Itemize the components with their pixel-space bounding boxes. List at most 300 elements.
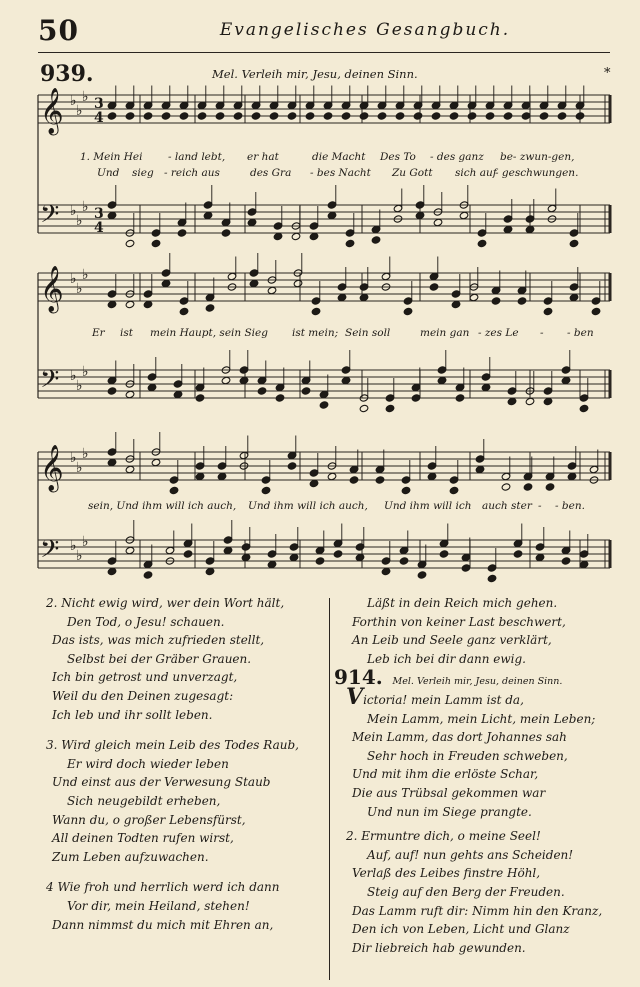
note-head <box>437 366 447 374</box>
note-head <box>385 404 395 412</box>
note-head <box>151 458 161 466</box>
note-head <box>273 232 283 240</box>
note-head <box>481 373 491 381</box>
lyric-s2-9: - ben <box>567 327 594 339</box>
lyric-v2-4: des Gra <box>250 167 292 179</box>
lyric-s2-8: - <box>540 327 544 339</box>
stanza-number: 3. <box>46 738 58 753</box>
stanza-line: Das Lamm ruft dir: Nimm hin den Kranz, <box>352 903 603 918</box>
hymn-914 <box>334 665 624 957</box>
note-head <box>161 101 171 109</box>
stanza-4 <box>34 878 324 934</box>
lyric-s2-2: ist <box>120 327 133 339</box>
bass-clef-icon: 𝄢 <box>40 365 60 400</box>
note-head <box>323 112 333 120</box>
note-head <box>485 101 495 109</box>
note-head <box>579 560 589 568</box>
note-head <box>429 283 439 291</box>
note-head <box>261 486 271 494</box>
note-head <box>305 112 315 120</box>
note-head <box>151 239 161 247</box>
note-head <box>359 404 369 412</box>
note-head <box>371 236 381 244</box>
note-head <box>539 112 549 120</box>
note-head <box>451 290 461 298</box>
note-head <box>403 307 413 315</box>
note-head <box>401 486 411 494</box>
note-head <box>309 469 319 477</box>
note-head <box>293 279 303 287</box>
note-head <box>275 383 285 391</box>
note-head <box>431 101 441 109</box>
bass-clef-icon: 𝄢 <box>40 200 60 235</box>
note-head <box>417 560 427 568</box>
stanza-line: Forthin von keiner Last beschwert, <box>352 614 566 629</box>
note-head <box>545 472 555 480</box>
note-head <box>125 465 135 473</box>
flat-icon: ♭ <box>76 378 83 394</box>
note-head <box>165 546 175 554</box>
note-head <box>415 211 425 219</box>
note-head <box>195 462 205 470</box>
note-head <box>517 297 527 305</box>
note-head <box>341 101 351 109</box>
drop-cap: V <box>346 683 364 710</box>
time-signature-top: 3 <box>94 96 104 112</box>
stanza-line: ictoria! mein Lamm ist da, <box>363 692 524 707</box>
note-head <box>183 539 193 547</box>
note-head <box>309 232 319 240</box>
note-head <box>359 112 369 120</box>
stanza-line: Selbst bei der Gräber Grauen. <box>67 651 252 666</box>
running-title: Evangelisches Gesangbuch. <box>219 20 511 40</box>
note-head <box>535 543 545 551</box>
note-head <box>319 401 329 409</box>
note-head <box>287 101 297 109</box>
lyric-v2-5: - bes Nacht <box>310 167 371 179</box>
left-text-column <box>34 594 324 934</box>
note-head <box>461 564 471 572</box>
stanza-line: Und nun im Siege prangte. <box>367 804 532 819</box>
note-head <box>503 215 513 223</box>
note-head <box>439 539 449 547</box>
note-head <box>481 383 491 391</box>
note-head <box>327 201 337 209</box>
note-head <box>173 390 183 398</box>
note-head <box>487 574 497 582</box>
note-head <box>501 472 511 480</box>
note-head <box>289 553 299 561</box>
note-head <box>143 112 153 120</box>
stanza-line: Sehr hoch in Freuden schweben, <box>367 748 568 763</box>
lyric-s2-3: mein Haupt, sein Sieg <box>150 327 268 339</box>
note-head <box>327 211 337 219</box>
lyric-v2-6: Zu Gott <box>392 167 433 179</box>
note-head <box>251 101 261 109</box>
stanza-line: Den Tod, o Jesu! schauen. <box>67 614 225 629</box>
note-head <box>251 112 261 120</box>
note-head <box>143 101 153 109</box>
note-head <box>319 390 329 398</box>
note-head <box>333 539 343 547</box>
note-head <box>469 293 479 301</box>
stanza-line: Dann nimmst du mich mit Ehren an, <box>52 917 274 932</box>
note-head <box>215 112 225 120</box>
note-head <box>143 560 153 568</box>
note-head <box>355 553 365 561</box>
lyric-s3-1: sein, Und ihm will ich auch, <box>88 500 237 512</box>
lyric-v1-2: - land lebt, <box>168 151 226 163</box>
bass-clef-icon: 𝄢 <box>40 535 60 570</box>
note-head <box>567 472 577 480</box>
flat-icon: ♭ <box>70 203 77 219</box>
note-head <box>107 448 117 456</box>
stanza-line: Wird gleich mein Leib des Todes Raub, <box>61 738 299 753</box>
stanza-2 <box>34 594 324 724</box>
stanza-line: Sich neugebildt erheben, <box>67 793 221 808</box>
note-head <box>107 201 117 209</box>
flat-icon: ♭ <box>76 548 83 564</box>
lyric-v2-3: - reich aus <box>164 167 220 179</box>
note-head <box>569 239 579 247</box>
note-head <box>173 380 183 388</box>
note-head <box>455 383 465 391</box>
flat-icon: ♭ <box>76 103 83 119</box>
note-head <box>459 211 469 219</box>
lyric-s3-5: - <box>538 500 542 512</box>
note-head <box>377 101 387 109</box>
flat-icon: ♭ <box>70 271 77 287</box>
note-head <box>503 101 513 109</box>
note-head <box>485 112 495 120</box>
note-head <box>125 546 135 554</box>
lyric-v2-2: sieg <box>132 167 154 179</box>
note-head <box>569 293 579 301</box>
stanza-line: An Leib und Seele ganz verklärt, <box>352 633 552 648</box>
note-head <box>557 112 567 120</box>
hymn-number: 939. <box>40 61 94 87</box>
note-head <box>393 204 403 212</box>
note-head <box>291 232 301 240</box>
note-head <box>567 462 577 470</box>
flat-icon: ♭ <box>82 199 89 215</box>
note-head <box>431 112 441 120</box>
note-head <box>535 553 545 561</box>
note-head <box>177 229 187 237</box>
note-head <box>267 550 277 558</box>
lyric-s3-4: auch ster <box>482 500 532 512</box>
time-signature-top: 3 <box>94 206 104 222</box>
note-head <box>561 366 571 374</box>
note-head <box>107 300 117 308</box>
note-head <box>337 293 347 301</box>
note-head <box>221 218 231 226</box>
note-head <box>179 297 189 305</box>
note-head <box>575 101 585 109</box>
lyric-v2-7: sich auf <box>455 167 497 179</box>
note-head <box>125 239 135 247</box>
note-head <box>107 112 117 120</box>
note-head <box>411 394 421 402</box>
note-head <box>249 269 259 277</box>
note-head <box>147 383 157 391</box>
note-head <box>275 394 285 402</box>
note-head <box>107 376 117 384</box>
note-head <box>197 112 207 120</box>
note-head <box>269 101 279 109</box>
note-head <box>543 297 553 305</box>
note-head <box>433 218 443 226</box>
stanza-line: Ich leb und ihr sollt leben. <box>52 707 213 722</box>
note-head <box>381 557 391 565</box>
note-head <box>183 550 193 558</box>
note-head <box>415 201 425 209</box>
lyric-s3-2: Und ihm will ich auch, <box>248 500 368 512</box>
note-head <box>223 546 233 554</box>
note-head <box>309 479 319 487</box>
note-head <box>381 567 391 575</box>
note-head <box>107 567 117 575</box>
note-head <box>475 455 485 463</box>
stanza-number: 4 <box>46 880 54 895</box>
note-head <box>349 465 359 473</box>
note-head <box>413 101 423 109</box>
note-head <box>455 394 465 402</box>
note-head <box>359 293 369 301</box>
note-head <box>375 465 385 473</box>
note-head <box>315 546 325 554</box>
note-head <box>223 536 233 544</box>
note-head <box>257 376 267 384</box>
note-head <box>179 112 189 120</box>
note-head <box>143 290 153 298</box>
time-signature-bottom: 4 <box>94 110 104 126</box>
note-head <box>125 112 135 120</box>
note-head <box>305 101 315 109</box>
note-head <box>449 486 459 494</box>
note-head <box>221 376 231 384</box>
stanza-number: 2. <box>346 829 358 844</box>
note-head <box>107 387 117 395</box>
note-head <box>217 462 227 470</box>
note-head <box>267 560 277 568</box>
note-head <box>507 387 517 395</box>
lyric-s3-3: Und ihm will ich <box>384 500 472 512</box>
note-head <box>501 483 511 491</box>
note-head <box>525 215 535 223</box>
note-head <box>375 476 385 484</box>
note-head <box>377 112 387 120</box>
lyric-v1-3: er hat <box>247 151 279 163</box>
note-head <box>427 472 437 480</box>
note-head <box>301 387 311 395</box>
flat-icon: ♭ <box>82 534 89 550</box>
flat-icon: ♭ <box>76 460 83 476</box>
note-head <box>437 376 447 384</box>
stanza-line: Weil du den Deinen zugesagt: <box>52 688 234 703</box>
note-head <box>205 304 215 312</box>
note-head <box>227 272 237 280</box>
note-head <box>241 553 251 561</box>
stanza-line: Das ists, was mich zufrieden stellt, <box>52 633 265 648</box>
right-text-column <box>334 594 624 957</box>
note-head <box>547 204 557 212</box>
flat-icon: ♭ <box>76 213 83 229</box>
note-head <box>589 465 599 473</box>
note-head <box>359 101 369 109</box>
stanza-line: Nicht ewig wird, wer dein Wort hält, <box>61 596 285 610</box>
note-head <box>439 550 449 558</box>
note-head <box>315 557 325 565</box>
note-head <box>399 557 409 565</box>
note-head <box>249 279 259 287</box>
note-head <box>195 472 205 480</box>
flat-icon: ♭ <box>70 538 77 554</box>
note-head <box>521 101 531 109</box>
note-head <box>311 307 321 315</box>
lyric-v2-8: - geschwungen. <box>495 167 579 179</box>
flat-icon: ♭ <box>70 450 77 466</box>
note-head <box>579 550 589 558</box>
note-head <box>561 557 571 565</box>
note-head <box>525 225 535 233</box>
note-head <box>517 286 527 294</box>
note-head <box>161 279 171 287</box>
note-head <box>413 112 423 120</box>
note-head <box>503 225 513 233</box>
note-head <box>349 476 359 484</box>
lyric-v1-6: - des ganz <box>430 151 484 163</box>
note-head <box>579 394 589 402</box>
lyric-s2-5: Sein soll <box>345 327 391 339</box>
note-head <box>427 462 437 470</box>
note-head <box>287 462 297 470</box>
melody-line: Mel. Verleih mir, Jesu, deinen Sinn. <box>212 67 418 81</box>
note-head <box>523 483 533 491</box>
note-head <box>513 550 523 558</box>
note-head <box>233 101 243 109</box>
note-head <box>287 451 297 459</box>
stanza-line: Dir liebreich hab gewunden. <box>352 940 526 955</box>
stanza-line: Er wird doch wieder leben <box>67 756 229 771</box>
note-head <box>301 376 311 384</box>
note-head <box>395 101 405 109</box>
stanza-4-continued <box>334 594 624 668</box>
stanza-line: Wie froh und herrlich werd ich dann <box>57 880 280 895</box>
note-head <box>539 101 549 109</box>
lyric-v1-7: be- zwun-gen, <box>500 151 575 163</box>
note-head <box>385 394 395 402</box>
note-head <box>125 101 135 109</box>
note-head <box>311 297 321 305</box>
lyric-v1-4: die Macht <box>312 151 366 163</box>
note-head <box>525 397 535 405</box>
note-head <box>507 397 517 405</box>
note-head <box>147 373 157 381</box>
note-head <box>107 101 117 109</box>
note-head <box>477 229 487 237</box>
note-head <box>241 543 251 551</box>
stanza-line: Und einst aus der Verwesung Staub <box>52 775 271 790</box>
note-head <box>205 293 215 301</box>
lyric-s2-4: ist mein; <box>292 327 339 339</box>
note-head <box>267 286 277 294</box>
note-head <box>203 201 213 209</box>
note-head <box>179 307 189 315</box>
stanza-line: Und mit ihm die erlöste Schar, <box>352 767 539 782</box>
note-head <box>341 112 351 120</box>
stanza-line: Vor dir, mein Heiland, stehen! <box>67 898 250 913</box>
note-head <box>491 297 501 305</box>
stanza-line: Den ich von Leben, Licht und Glanz <box>352 922 570 937</box>
note-head <box>273 222 283 230</box>
note-head <box>247 208 257 216</box>
time-signature-bottom: 4 <box>94 220 104 236</box>
note-head <box>161 112 171 120</box>
note-head <box>449 101 459 109</box>
note-head <box>359 283 369 291</box>
note-head <box>239 376 249 384</box>
note-head <box>257 387 267 395</box>
note-head <box>449 476 459 484</box>
lyric-v1-5: Des To <box>380 151 416 163</box>
note-head <box>197 101 207 109</box>
stanza-line: Leb ich bei dir dann ewig. <box>367 651 526 666</box>
lyric-s2-7: - zes Le <box>478 327 519 339</box>
note-head <box>125 390 135 398</box>
note-head <box>575 112 585 120</box>
flat-icon: ♭ <box>70 368 77 384</box>
note-head <box>477 239 487 247</box>
note-head <box>523 472 533 480</box>
note-head <box>561 376 571 384</box>
note-head <box>337 283 347 291</box>
note-head <box>215 101 225 109</box>
note-head <box>205 557 215 565</box>
note-head <box>309 222 319 230</box>
stanza-line: All deinen Todten rufen wirst, <box>52 831 234 846</box>
flat-icon: ♭ <box>82 364 89 380</box>
note-head <box>475 465 485 473</box>
note-head <box>169 476 179 484</box>
note-head <box>107 458 117 466</box>
note-head <box>217 472 227 480</box>
note-head <box>395 112 405 120</box>
stanza-line: Auf, auf! nun gehts ans Scheiden! <box>367 847 574 862</box>
note-head <box>411 383 421 391</box>
note-head <box>543 387 553 395</box>
note-head <box>557 101 567 109</box>
note-head <box>143 571 153 579</box>
stanza-line: Verlaß des Leibes finstre Höhl, <box>352 866 541 881</box>
treble-clef-icon: 𝄞 <box>40 445 64 491</box>
note-head <box>107 211 117 219</box>
note-head <box>233 112 243 120</box>
note-head <box>203 211 213 219</box>
note-head <box>161 269 171 277</box>
stanza-line: Mein Lamm, mein Licht, mein Leben; <box>367 711 596 726</box>
note-head <box>381 272 391 280</box>
page-number: 50 <box>38 14 79 47</box>
note-head <box>467 101 477 109</box>
note-head <box>591 297 601 305</box>
note-head <box>239 366 249 374</box>
note-head <box>143 300 153 308</box>
note-head <box>345 239 355 247</box>
stanza-line: Mein Lamm, das dort Johannes sah <box>352 730 567 745</box>
note-head <box>195 394 205 402</box>
stanza-line: Ich bin getrost und unverzagt, <box>52 670 238 685</box>
